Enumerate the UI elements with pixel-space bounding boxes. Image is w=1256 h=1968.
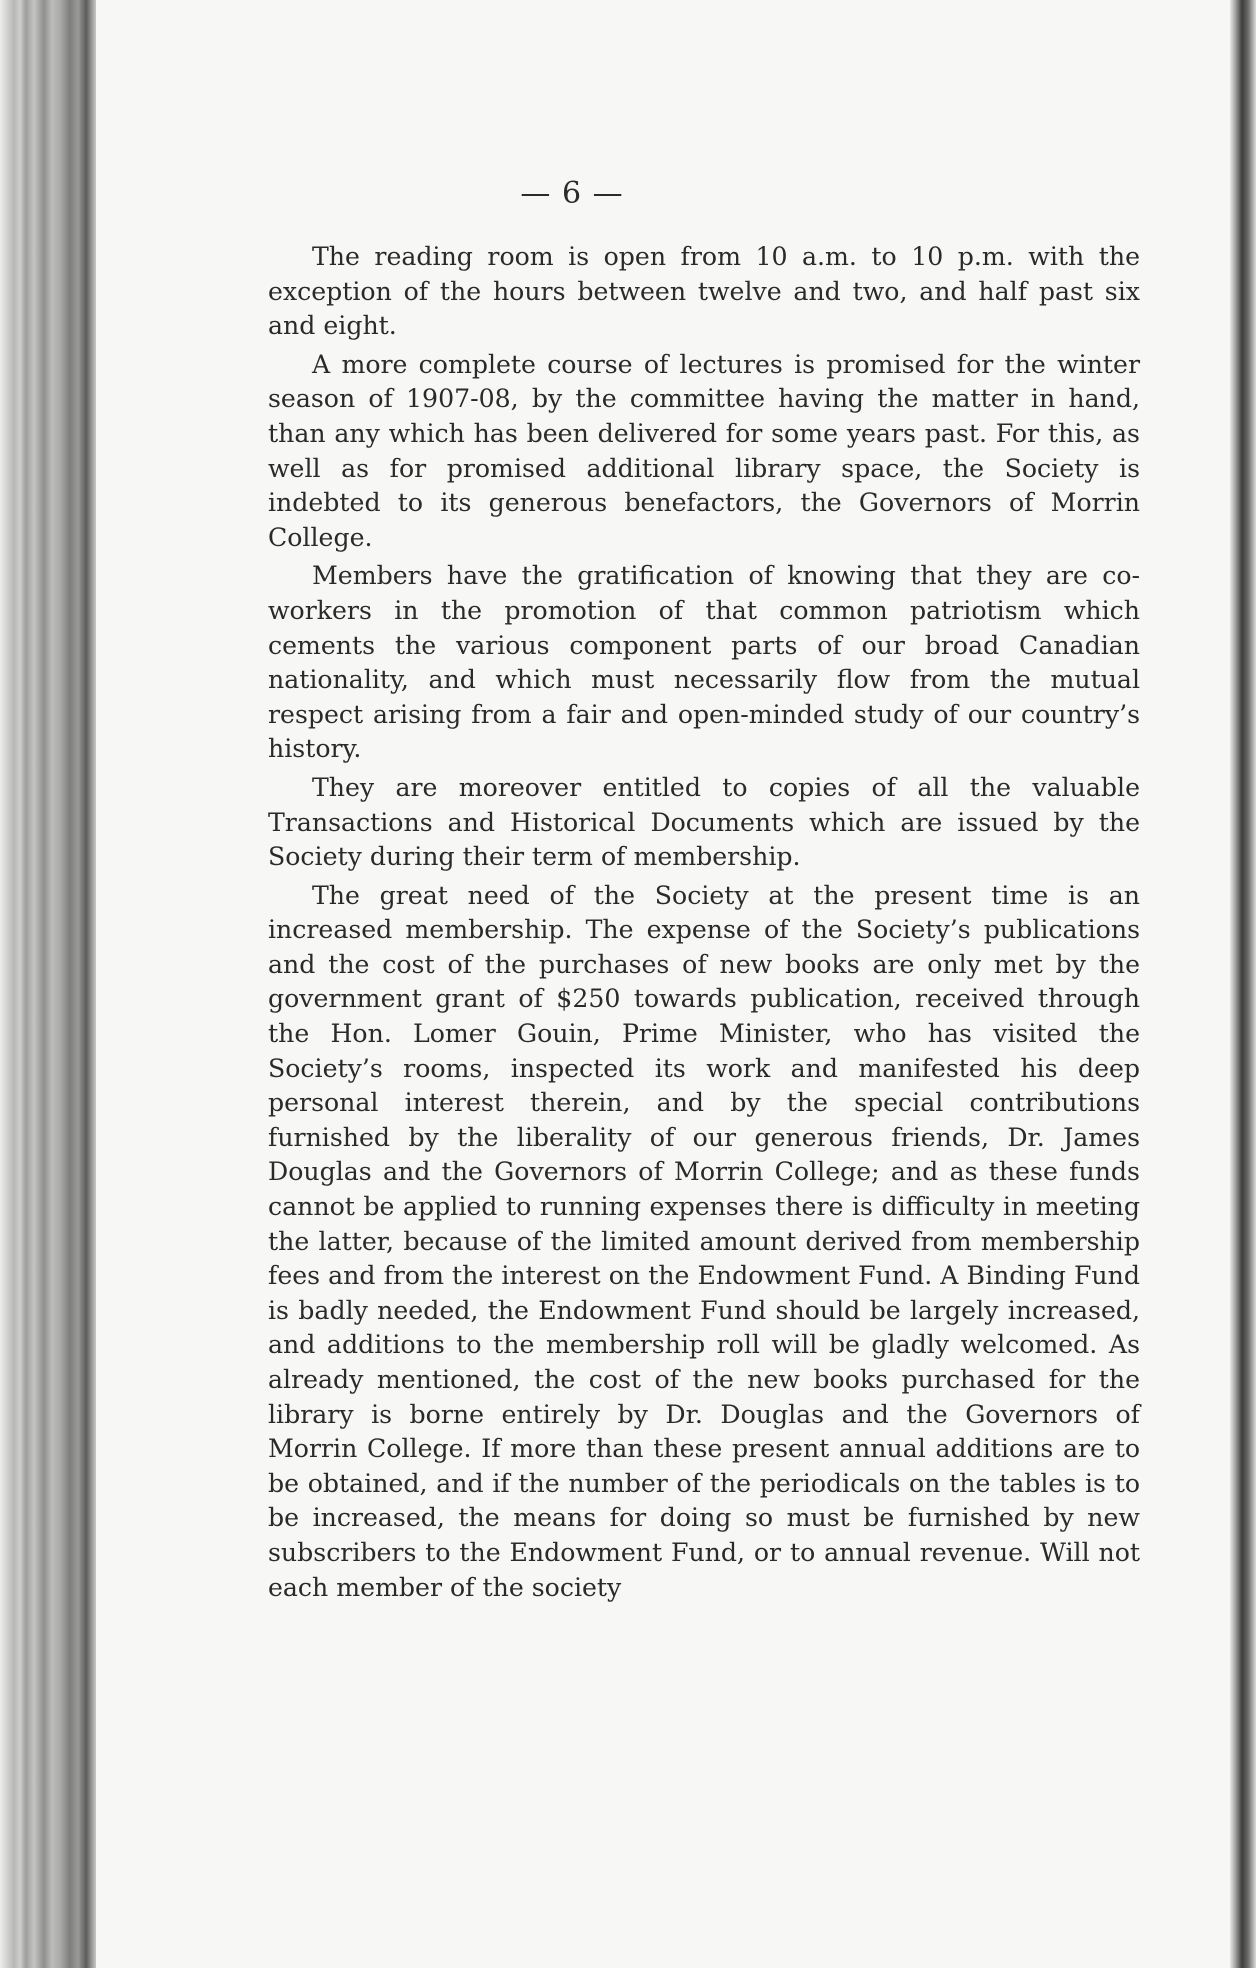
paragraph-members-patriotism: Members have the gratification of knowing that they are co-workers in the promotion of that common patriotism which cements the various component parts of our broad Canadian nationality, and which must necessarily flow from the mutual respect arising from a fair and open-minded study of our country’s history. (268, 561, 1140, 764)
paragraph-reading-room-hours: The reading room is open from 10 a.m. to 10 p.m. with the exception of the hours between twelve and two, and half past six and eight. (268, 242, 1140, 341)
paragraph-membership-need: The great need of the Society at the present time is an increased membership. The expense of the Society’s publications and the cost of the purchases of new books are only met by the government grant of $250 towards publication, received through the Hon. Lomer Gouin, Prime Minister, who has visited the Society’s rooms, inspected its work and manifested his deep personal interest therein, and by the special contributions furnished by the liberality of our generous friends, Dr. James Douglas and the Governors of Morrin College; and as these funds cannot be applied to running expenses there is difficulty in meeting the latter, because of the limited amount derived from membership fees and from the interest on the Endowment Fund. A Binding Fund is badly needed, the Endowment Fund should be largely increased, and additions to the membership roll will be gladly welcomed. As already mentioned, the cost of the new books purchased for the library is borne entirely by Dr. Douglas and the Governors of Morrin College. If more than these present annual additions are to be obtained, and if the number of the periodicals on the tables is to be increased, the means for doing so must be furnished by new subscribers to the Endowment Fund, or to annual revenue. Will not each member of the society (268, 880, 1140, 1602)
paragraph-transactions: They are moreover entitled to copies of all the valuable Transactions and Historical Documents which are issued by the Society during their term of membership. (268, 772, 1140, 872)
page-right-edge (1230, 0, 1256, 1968)
body-text (268, 240, 1140, 1609)
page-number: — 6 — (520, 176, 624, 211)
page-binding-edge (0, 0, 96, 1968)
paragraph-lectures: A more complete course of lectures is promised for the winter season of 1907-08, by the committee having the matter in hand, than any which has been delivered for some years past. For this, as well as for promised additional library space, the Society is indebted to its generous benefactors, the Governors of Morrin College. (268, 349, 1140, 552)
